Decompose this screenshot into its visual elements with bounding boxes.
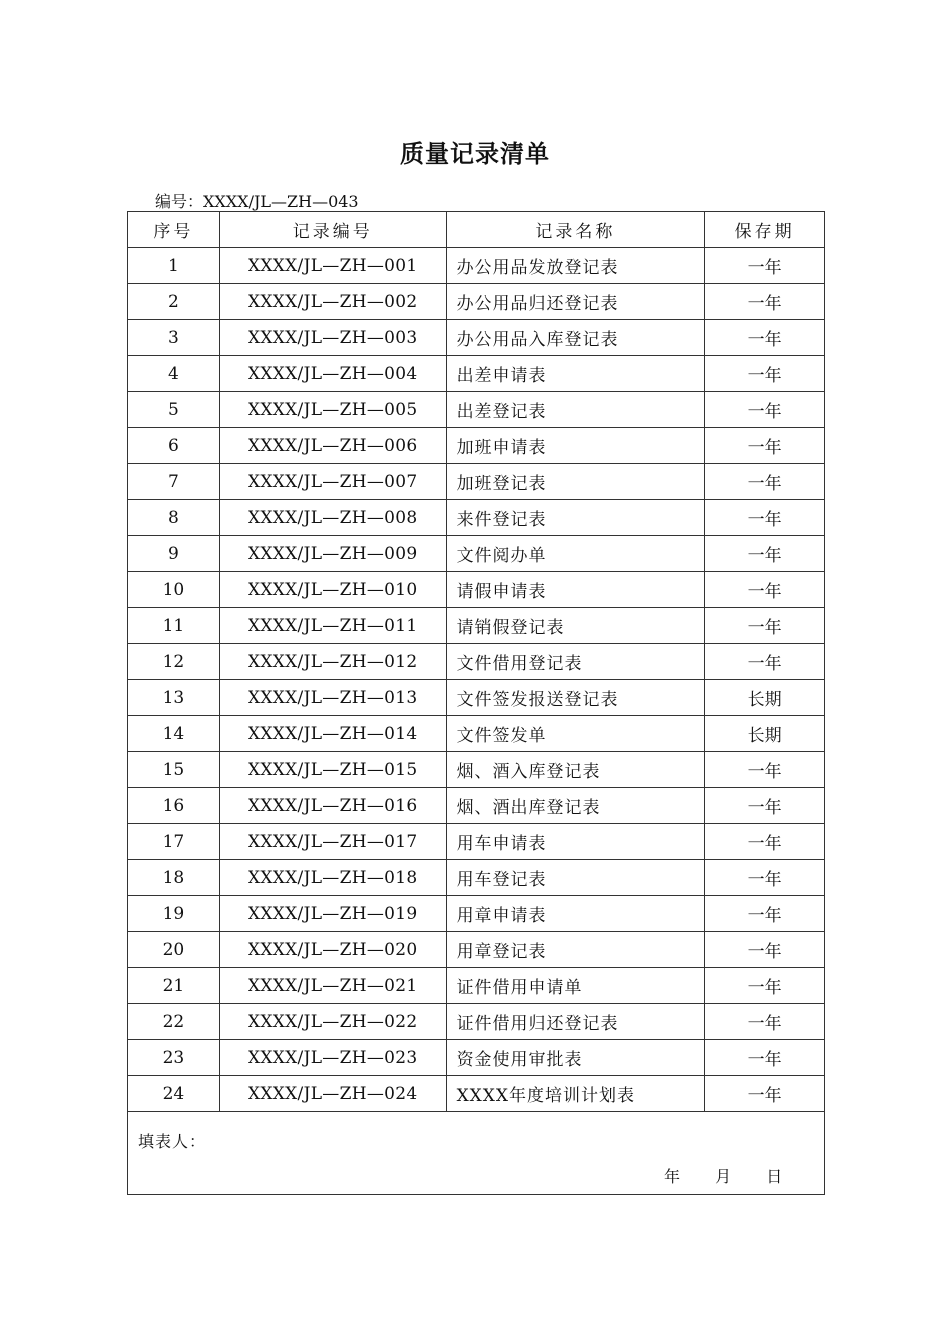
table-row [128, 716, 825, 752]
cell-name: 来件登记表 [446, 500, 705, 536]
table-row [128, 680, 825, 716]
cell-period: 一年 [705, 248, 825, 284]
cell-name: 烟、酒出库登记表 [446, 788, 705, 824]
cell-period: 一年 [705, 428, 825, 464]
records-table [127, 211, 825, 1195]
cell-period: 一年 [705, 500, 825, 536]
cell-no: 2 [128, 284, 220, 320]
cell-name: 办公用品入库登记表 [446, 320, 705, 356]
cell-no: 23 [128, 1040, 220, 1076]
table-row [128, 284, 825, 320]
cell-name: 文件阅办单 [446, 536, 705, 572]
cell-period: 一年 [705, 356, 825, 392]
cell-no: 21 [128, 968, 220, 1004]
table-row [128, 932, 825, 968]
cell-no: 3 [128, 320, 220, 356]
cell-no: 6 [128, 428, 220, 464]
cell-no: 13 [128, 680, 220, 716]
cell-code: XXXX/JL—ZH—003 [219, 320, 446, 356]
cell-code: XXXX/JL—ZH—013 [219, 680, 446, 716]
cell-no: 14 [128, 716, 220, 752]
table-row [128, 608, 825, 644]
table-row [128, 464, 825, 500]
table-row [128, 896, 825, 932]
header-no: 序号 [128, 212, 220, 248]
cell-code: XXXX/JL—ZH—010 [219, 572, 446, 608]
cell-name: 文件签发单 [446, 716, 705, 752]
cell-name: 请假申请表 [446, 572, 705, 608]
cell-period: 长期 [705, 680, 825, 716]
cell-period: 一年 [705, 644, 825, 680]
page-title: 质量记录清单 [400, 139, 550, 168]
cell-no: 10 [128, 572, 220, 608]
cell-no: 16 [128, 788, 220, 824]
cell-period: 一年 [705, 1076, 825, 1112]
footer-row [128, 1112, 825, 1195]
table-row [128, 536, 825, 572]
cell-name: 出差登记表 [446, 392, 705, 428]
cell-period: 一年 [705, 608, 825, 644]
cell-code: XXXX/JL—ZH—021 [219, 968, 446, 1004]
cell-name: 加班登记表 [446, 464, 705, 500]
cell-name: 证件借用申请单 [446, 968, 705, 1004]
cell-period: 一年 [705, 464, 825, 500]
table-row [128, 752, 825, 788]
cell-period: 一年 [705, 572, 825, 608]
table-row [128, 644, 825, 680]
table-row [128, 1004, 825, 1040]
cell-code: XXXX/JL—ZH—008 [219, 500, 446, 536]
cell-no: 20 [128, 932, 220, 968]
header-code: 记录编号 [219, 212, 446, 248]
table-row [128, 860, 825, 896]
cell-period: 一年 [705, 860, 825, 896]
table-row [128, 968, 825, 1004]
cell-code: XXXX/JL—ZH—004 [219, 356, 446, 392]
table-body [128, 248, 825, 1112]
table-row [128, 428, 825, 464]
cell-period: 一年 [705, 896, 825, 932]
cell-period: 长期 [705, 716, 825, 752]
cell-no: 9 [128, 536, 220, 572]
cell-code: XXXX/JL—ZH—017 [219, 824, 446, 860]
table-row [128, 320, 825, 356]
cell-period: 一年 [705, 284, 825, 320]
table-row [128, 824, 825, 860]
cell-name: 请销假登记表 [446, 608, 705, 644]
cell-no: 8 [128, 500, 220, 536]
cell-period: 一年 [705, 1040, 825, 1076]
cell-name: XXXX年度培训计划表 [446, 1076, 705, 1112]
table-row [128, 248, 825, 284]
cell-period: 一年 [705, 968, 825, 1004]
cell-code: XXXX/JL—ZH—020 [219, 932, 446, 968]
filler-label: 填表人： [138, 1132, 207, 1151]
cell-name: 用车登记表 [446, 860, 705, 896]
header-name: 记录名称 [446, 212, 705, 248]
cell-name: 加班申请表 [446, 428, 705, 464]
cell-code: XXXX/JL—ZH—006 [219, 428, 446, 464]
cell-no: 15 [128, 752, 220, 788]
document-number: 编号：XXXX/JL—ZH—043 [155, 192, 359, 211]
cell-code: XXXX/JL—ZH—019 [219, 896, 446, 932]
cell-code: XXXX/JL—ZH—018 [219, 860, 446, 896]
cell-no: 24 [128, 1076, 220, 1112]
year-label: 年 [664, 1167, 681, 1186]
table-row [128, 356, 825, 392]
cell-period: 一年 [705, 932, 825, 968]
cell-period: 一年 [705, 788, 825, 824]
cell-name: 用车申请表 [446, 824, 705, 860]
cell-period: 一年 [705, 1004, 825, 1040]
cell-code: XXXX/JL—ZH—023 [219, 1040, 446, 1076]
cell-period: 一年 [705, 392, 825, 428]
cell-no: 18 [128, 860, 220, 896]
cell-code: XXXX/JL—ZH—024 [219, 1076, 446, 1112]
header-period: 保存期 [705, 212, 825, 248]
cell-code: XXXX/JL—ZH—002 [219, 284, 446, 320]
cell-code: XXXX/JL—ZH—009 [219, 536, 446, 572]
table-row [128, 392, 825, 428]
table-row [128, 1076, 825, 1112]
table-row [128, 788, 825, 824]
cell-no: 12 [128, 644, 220, 680]
cell-code: XXXX/JL—ZH—014 [219, 716, 446, 752]
table-row [128, 1040, 825, 1076]
cell-no: 1 [128, 248, 220, 284]
cell-code: XXXX/JL—ZH—015 [219, 752, 446, 788]
cell-code: XXXX/JL—ZH—001 [219, 248, 446, 284]
cell-no: 19 [128, 896, 220, 932]
cell-no: 4 [128, 356, 220, 392]
cell-no: 22 [128, 1004, 220, 1040]
cell-name: 文件借用登记表 [446, 644, 705, 680]
cell-no: 17 [128, 824, 220, 860]
cell-period: 一年 [705, 536, 825, 572]
cell-code: XXXX/JL—ZH—016 [219, 788, 446, 824]
cell-code: XXXX/JL—ZH—005 [219, 392, 446, 428]
table-row [128, 500, 825, 536]
date-fields [664, 1164, 812, 1187]
cell-name: 证件借用归还登记表 [446, 1004, 705, 1040]
cell-no: 5 [128, 392, 220, 428]
cell-code: XXXX/JL—ZH—007 [219, 464, 446, 500]
cell-period: 一年 [705, 752, 825, 788]
cell-name: 文件签发报送登记表 [446, 680, 705, 716]
day-label: 日 [766, 1167, 783, 1186]
cell-name: 用章登记表 [446, 932, 705, 968]
cell-code: XXXX/JL—ZH—011 [219, 608, 446, 644]
cell-name: 出差申请表 [446, 356, 705, 392]
cell-no: 7 [128, 464, 220, 500]
cell-code: XXXX/JL—ZH—022 [219, 1004, 446, 1040]
cell-name: 资金使用审批表 [446, 1040, 705, 1076]
cell-name: 用章申请表 [446, 896, 705, 932]
table-row [128, 572, 825, 608]
cell-code: XXXX/JL—ZH—012 [219, 644, 446, 680]
footer-cell [128, 1112, 825, 1195]
table-header-row [128, 212, 825, 248]
cell-no: 11 [128, 608, 220, 644]
cell-period: 一年 [705, 824, 825, 860]
cell-period: 一年 [705, 320, 825, 356]
cell-name: 办公用品归还登记表 [446, 284, 705, 320]
cell-name: 烟、酒入库登记表 [446, 752, 705, 788]
month-label: 月 [715, 1167, 732, 1186]
cell-name: 办公用品发放登记表 [446, 248, 705, 284]
